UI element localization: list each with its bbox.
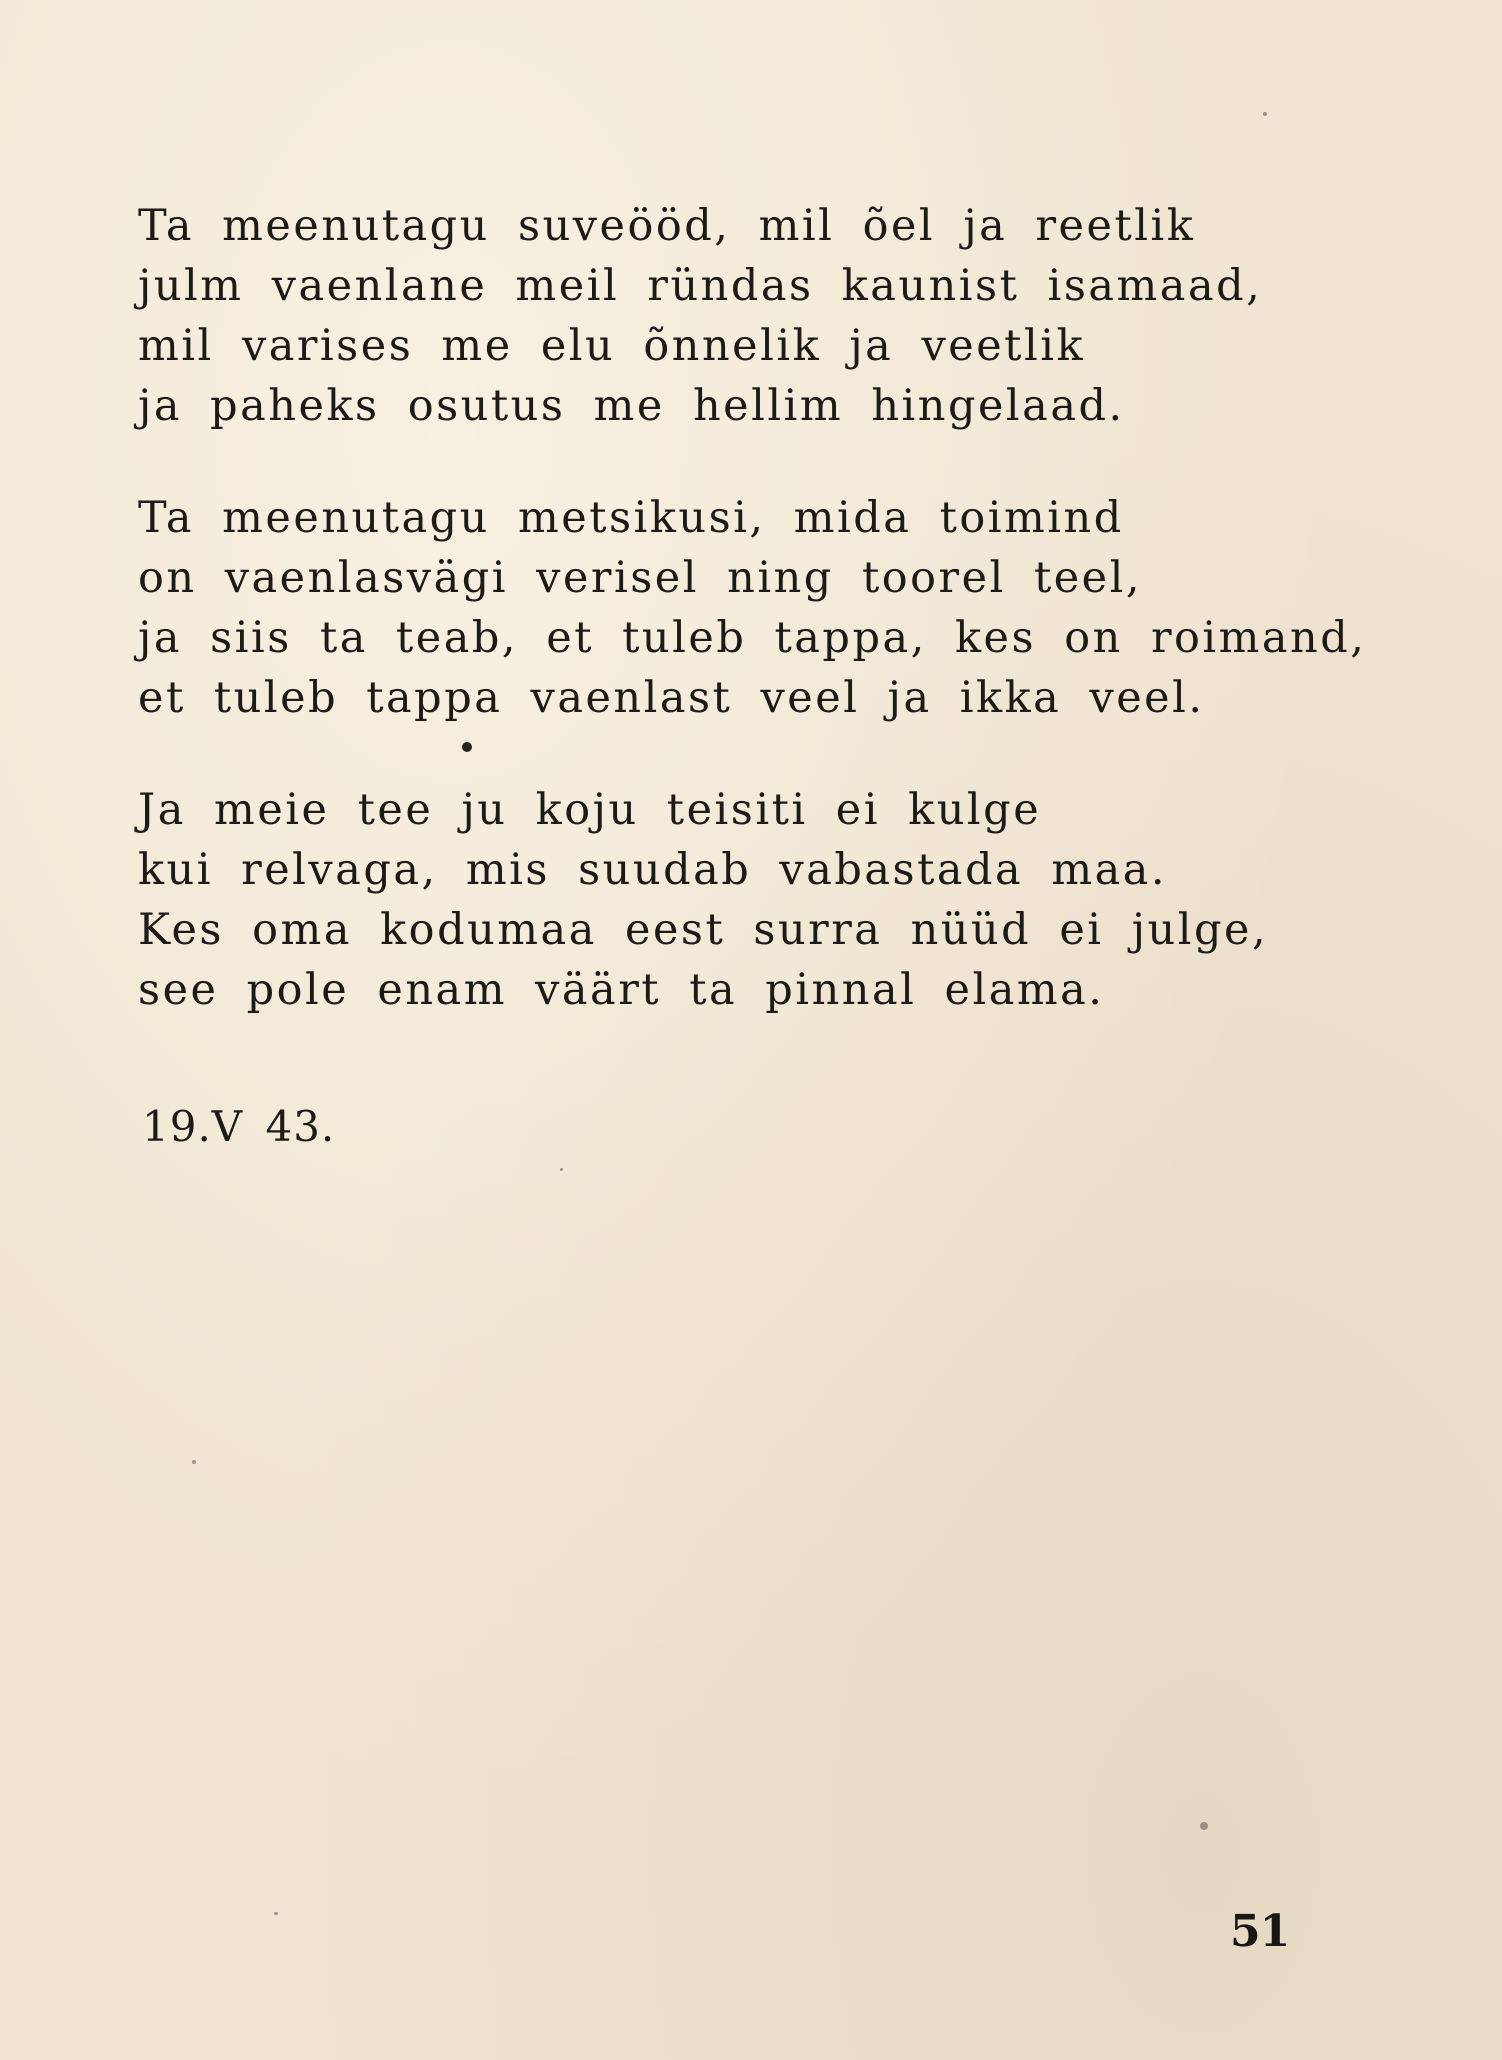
stanza-3 [138, 780, 1298, 1020]
poem-line: ja siis ta teab, et tuleb tappa, kes on roimand, [138, 613, 1367, 663]
poem-line: on vaenlasvägi verisel ning toorel teel, [138, 553, 1143, 603]
poem-date: 19.V 43. [142, 1102, 336, 1151]
paper-speck [274, 1912, 278, 1915]
stanza-2 [138, 488, 1367, 728]
page-number: 51 [1230, 1906, 1290, 1957]
poem-line: Ja meie tee ju koju teisiti ei kulge [138, 785, 1042, 835]
paper-speck [560, 1168, 563, 1171]
poem-line: Kes oma kodumaa eest surra nüüd ei julge, [138, 905, 1269, 955]
paper-speck [1200, 1822, 1208, 1830]
poem-line: kui relvaga, mis suudab vabastada maa. [138, 845, 1168, 895]
paper-speck [192, 1460, 196, 1464]
poem-line: mil varises me elu õnnelik ja veetlik [138, 321, 1086, 371]
stanza-1 [138, 196, 1298, 436]
poem-line: see pole enam väärt ta pinnal elama. [138, 965, 1105, 1015]
poem-line: Ta meenutagu suveööd, mil õel ja reetlik [138, 201, 1196, 251]
poem-line: julm vaenlane meil ründas kaunist isamaad, [138, 261, 1263, 311]
poem [138, 196, 1367, 1072]
poem-line: Ta meenutagu metsikusi, mida toimind [138, 493, 1124, 543]
stanza-separator-dot [462, 742, 472, 752]
poem-line: ja paheks osutus me hellim hingelaad. [138, 381, 1125, 431]
paper-speck [1263, 112, 1267, 116]
poem-line: et tuleb tappa vaenlast veel ja ikka veel. [138, 673, 1205, 723]
